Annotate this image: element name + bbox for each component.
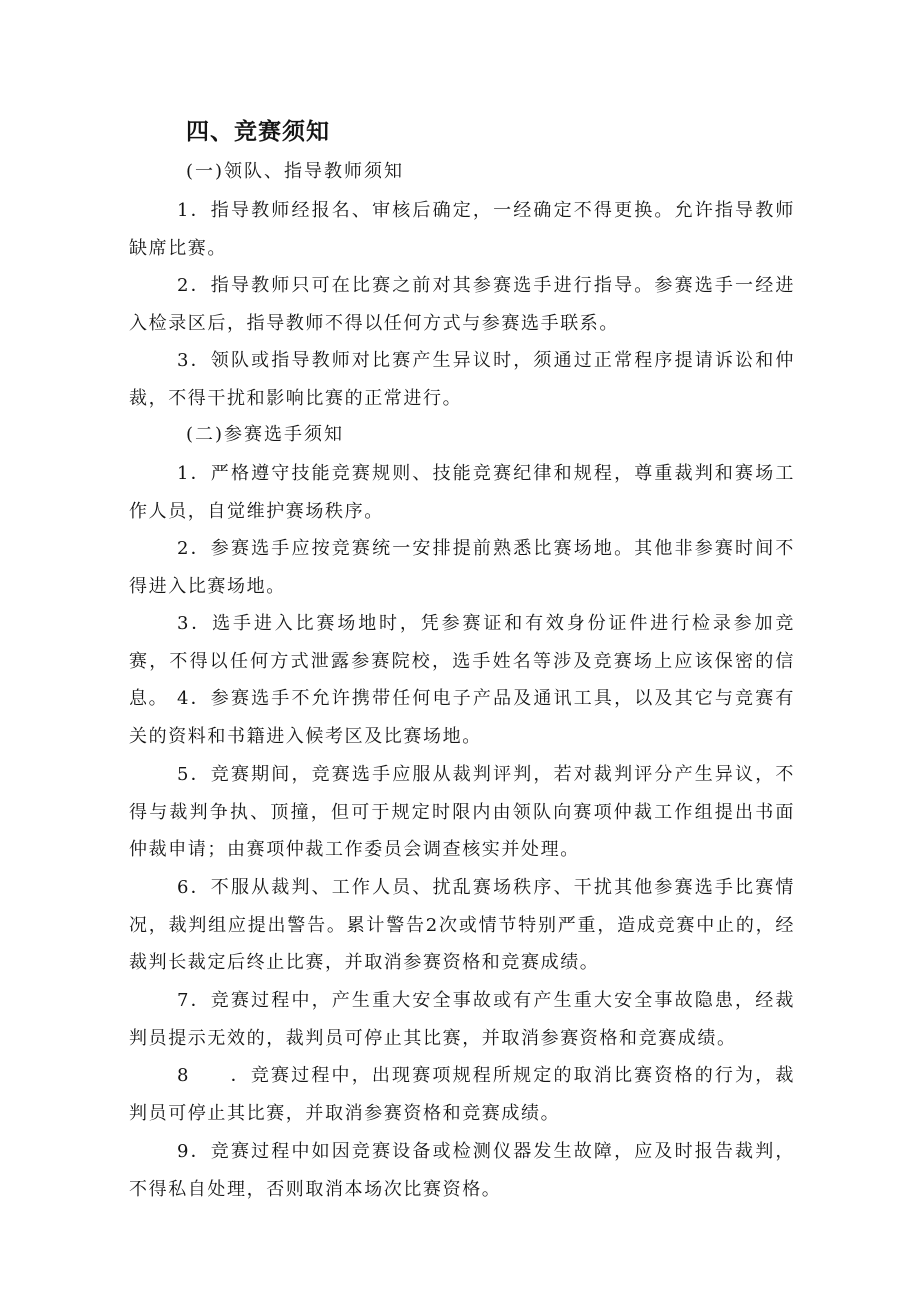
part2-title: (二)参赛选手须知 [186, 424, 345, 445]
part1-item-3: 3．领队或指导教师对比赛产生异议时，须通过正常程序提请诉讼和仲裁，不得干扰和影响比赛的正常进行。 [129, 350, 795, 409]
part2-item-8-text: ．竞赛过程中，出现赛项规程所规定的取消比赛资格的行为，裁判员可停止其比赛，并取消参赛资格和竞赛成绩。 [129, 1065, 795, 1124]
part1-title: (一)领队、指导教师须知 [186, 161, 405, 182]
part2-item-1: 1．严格遵守技能竞赛规则、技能竞赛纪律和规程，尊重裁判和赛场工作人员，自觉维护赛场秩序。 [129, 463, 795, 522]
part1-item-2: 2．指导教师只可在比赛之前对其参赛选手进行指导。参赛选手一经进入检录区后，指导教师不得以任何方式与参赛选手联系。 [129, 275, 795, 334]
part2-item-6: 6．不服从裁判、工作人员、扰乱赛场秩序、干扰其他参赛选手比赛情况，裁判组应提出警告。累计警告2次或情节特别严重，造成竞赛中止的，经裁判长裁定后终止比赛，并取消参赛资格和竞赛成绩。 [129, 877, 795, 973]
part2-item-3: 3．选手进入比赛场地时，凭参赛证和有效身份证件进行检录参加竞赛，不得以任何方式泄露参赛院校，选手姓名等涉及竞赛场上应该保密的信息。 [129, 613, 795, 709]
part2-item-8 [129, 1057, 795, 1132]
part1-item-1: 1．指导教师经报名、审核后确定，一经确定不得更换。允许指导教师缺席比赛。 [129, 200, 795, 259]
part2-item-8-number: 8 [177, 1065, 191, 1086]
part2-item-2: 2．参赛选手应按竞赛统一安排提前熟悉比赛场地。其他非参赛时间不得进入比赛场地。 [129, 538, 795, 597]
part2-item-5: 5．竞赛期间，竞赛选手应服从裁判评判，若对裁判评分产生异议，不得与裁判争执、顶撞，但可于规定时限内由领队向赛项仲裁工作组提出书面仲裁申请；由赛项仲裁工作委员会调查核实并处理。 [129, 764, 795, 860]
part2-item-4: 4．参赛选手不允许携带任何电子产品及通讯工具，以及其它与竞赛有关的资料和书籍进入候考区及比赛场地。 [129, 688, 795, 747]
part2-item-7: 7．竞赛过程中，产生重大安全事故或有产生重大安全事故隐患，经裁判员提示无效的，裁判员可停止其比赛，并取消参赛资格和竞赛成绩。 [129, 990, 795, 1049]
section-title: 四、竞赛须知 [186, 119, 330, 145]
part2-item-9: 9．竞赛过程中如因竞赛设备或检测仪器发生故障，应及时报告裁判，不得私自处理，否则取消本场次比赛资格。 [129, 1141, 795, 1200]
